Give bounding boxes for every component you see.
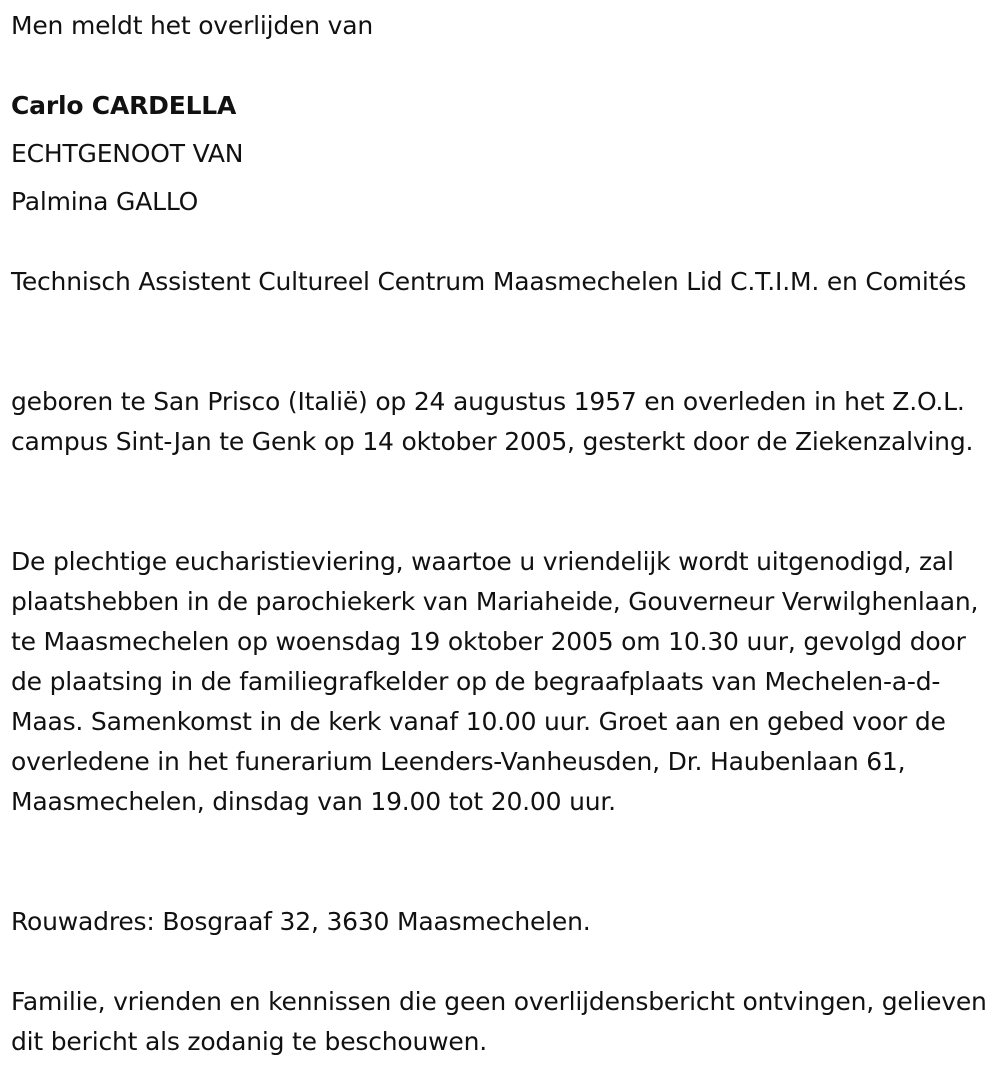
birth-death-paragraph: geboren te San Prisco (Italië) op 24 augustus 1957 en overleden in het Z.O.L. campus Sint-Jan te Genk op 14 oktober 2005, gesterkt door de Ziekenzalving. bbox=[11, 387, 974, 456]
relation-label: ECHTGENOOT VAN bbox=[11, 139, 244, 168]
intro-text: Men meldt het overlijden van bbox=[11, 11, 374, 40]
closing-paragraph: Familie, vrienden en kennissen die geen overlijdensbericht ontvingen, gelieven dit bericht als zodanig te beschouwen. bbox=[11, 987, 987, 1056]
service-paragraph: De plechtige eucharistieviering, waartoe u vriendelijk wordt uitgenodigd, zal plaatshebben in de parochiekerk van Mariaheide, Gouverneur Verwilghenlaan, te Maasmechelen op woensdag 19 oktober 2005 om 10.30 uur, gevolgd door de plaatsing in de familiegrafkelder op de begraafplaats van Mechelen-a-d-Maas. Samenkomst in de kerk vanaf 10.00 uur. Groet aan en gebed voor de overledene in het funerarium Leenders-Vanheusden, Dr. Haubenlaan 61, Maasmechelen, dinsdag van 19.00 tot 20.00 uur. bbox=[11, 547, 979, 816]
deceased-name: Carlo CARDELLA bbox=[11, 91, 237, 120]
role-description: Technisch Assistent Cultureel Centrum Maasmechelen Lid C.T.I.M. en Comités bbox=[11, 267, 967, 296]
mourning-address: Rouwadres: Bosgraaf 32, 3630 Maasmechelen. bbox=[11, 907, 591, 936]
spouse-name: Palmina GALLO bbox=[11, 187, 199, 216]
